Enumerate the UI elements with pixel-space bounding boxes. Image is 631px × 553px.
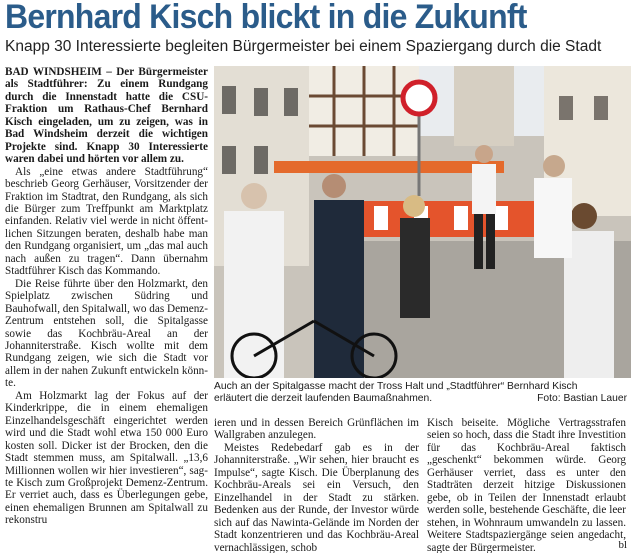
article-column-3 bbox=[427, 417, 626, 553]
body-paragraph: Am Holzmarkt lag der Fokus auf der Kinderkrippe, die in einem ehemaligen Einzelhandelsgeschäft eingerichtet werden wird und die Stadt wohl etwa 150 000 Euro kosten soll. Dicker ist der Brocken, den die Stadt stemmen muss, am Spitalwall. „13,6 Millionnen wollen wir hier investieren“, sagte Kisch zum Großprojekt Demenz-Zentrum. Er verriet auch, dass es Überlegungen gebe, einen ehemaligen Brunnen am Spitalwall zu rekonstru bbox=[5, 389, 208, 527]
author-abbreviation: bl bbox=[618, 539, 627, 551]
subheadline: Knapp 30 Interessierte begleiten Bürgermeister bei einem Spaziergang durch die Stadt bbox=[5, 38, 602, 55]
body-paragraph: Kisch beiseite. Mögliche Vertragsstrafen seien so hoch, dass die Stadt ihre Investition für das Kochbräu-Areal faktisch „geschenkt“ bekommen würde. Georg Gerhäuser verriet, dass es unter den Stadträten derzeit hitzige Diskussionen gebe, ob in Teilen der Innenstadt erlaubt werden solle, bestehende Geschäfte, die leer stehen, in Wohnraum umwandeln zu lassen. Weitere Stadtspaziergänge seien angedacht, sagte der Bürgermeister. bbox=[427, 417, 626, 553]
headline: Bernhard Kisch blickt in die Zukunft bbox=[5, 0, 527, 36]
lead-paragraph: BAD WINDSHEIM – Der Bürgermeister als Stadtführer: Zu einem Rundgang durch die Innenstadt hatte die CSU-Fraktion um Rathaus-Chef Bernhard Kisch eingeladen, um zu zeigen, was in Bad Windsheim derzeit die wichtigen Projekte sind. Knapp 30 Interessierte waren dabei und hörten vor allem zu. bbox=[5, 66, 208, 166]
caption-line-1: Auch an der Spitalgasse macht der Tross Halt und „Stadtführer“ Bernhard Kisch bbox=[214, 381, 578, 392]
street-scene-illustration bbox=[214, 66, 631, 378]
body-paragraph: Als „eine etwas andere Stadtführung“ beschrieb Georg Gerhäuser, Vorsitzender der Fraktion im Stadtrat, den Rundgang, als sich die Bürger zum Treffpunkt am Marktplatz einfanden. Relativ viel werde in nicht öffentlichen Sitzungen beraten, deshalb habe man den Rundgang organisiert, um „das mal auch nach außen zu tragen“. Dann übernahm Stadtführer Kisch das Kommando. bbox=[5, 165, 208, 278]
body-paragraph: ieren und in dessen Bereich Grünflächen im Wallgraben anzulegen. bbox=[214, 417, 419, 442]
photo-caption bbox=[214, 381, 627, 406]
article-column-2 bbox=[214, 417, 419, 553]
body-paragraph: Die Reise führte über den Holzmarkt, den Spielplatz zwischen Südring und Bauhofwall, den Spitalwall, wo das Demenz-Zentrum entstehen soll, die Spitalgasse sowie das Kochbräu-Areal an der Johanniterstraße. Kisch wollte mit dem Rundgang zeigen, wie sich die Stadt vor allem in der nahen Zukunft entwickeln könnte. bbox=[5, 277, 208, 390]
body-paragraph: Meistes Redebedarf gab es in der Johanniterstraße. „Wir sehen, hier braucht es Impulse“, sagte Kisch. Die Überplanung des Kochbräu-Areals sei ein Versuch, den Einzelhandel in der Stadt zu stärken. Bedenken aus der Runde, der Investor würde sich auf das Nawinta-Gelände im Norden der Stadt konzentrieren und das Kochbräu-Areal vernachlässigen, schob bbox=[214, 441, 419, 553]
photo-credit: Foto: Bastian Lauer bbox=[537, 393, 627, 405]
caption-line-2: erläutert die derzeit laufenden Baumaßnahmen. bbox=[214, 393, 433, 405]
article-column-1 bbox=[5, 66, 208, 553]
article-photo bbox=[214, 66, 631, 378]
